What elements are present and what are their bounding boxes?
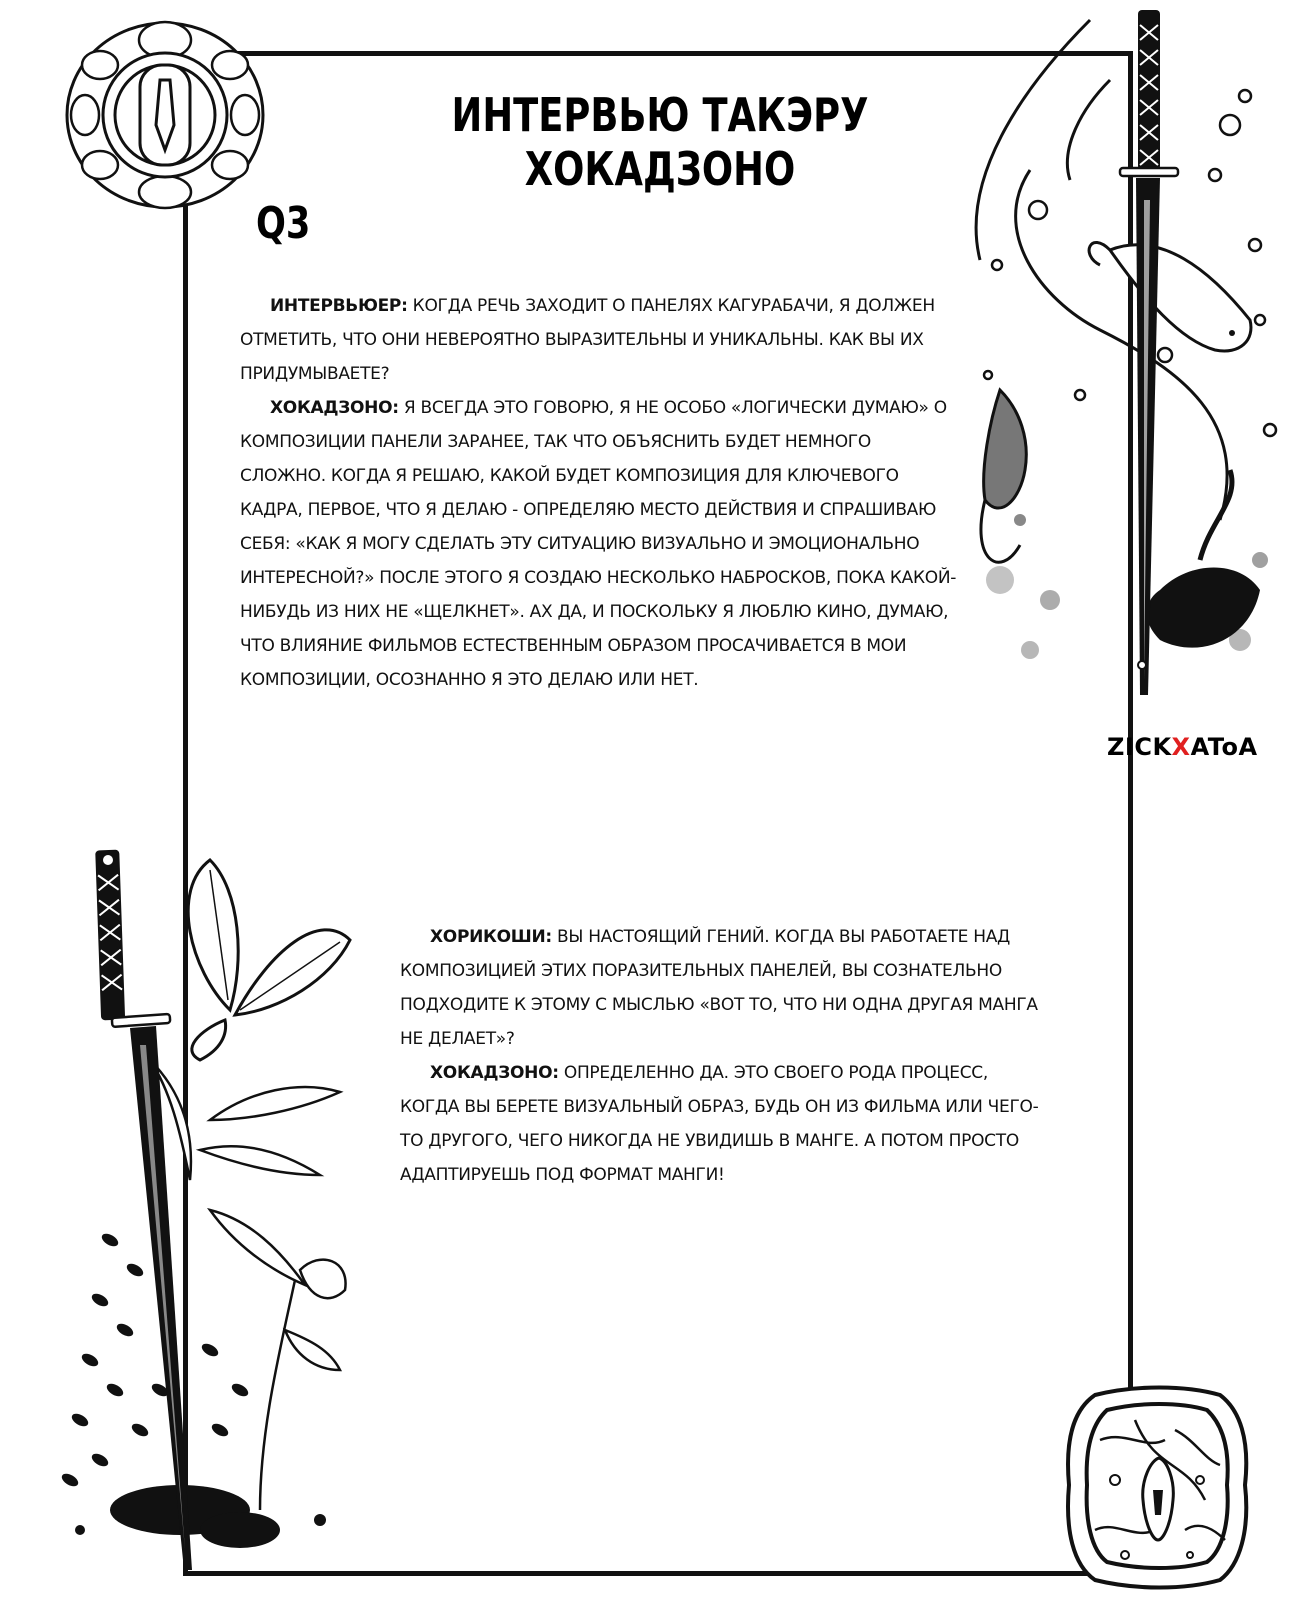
paragraph-text: Я ВСЕГДА ЭТО ГОВОРЮ, Я НЕ ОСОБО «ЛОГИЧЕСКИ ДУМАЮ» О КОМПОЗИЦИИ ПАНЕЛИ ЗАРАНЕЕ, ТАК ЧТО ОБЪЯСНИТЬ БУДЕТ НЕМНОГО СЛОЖНО. КОГДА Я РЕШАЮ, КАКОЙ БУДЕТ КОМПОЗИЦИЯ ДЛЯ КЛЮЧЕВОГО КАДРА, ПЕРВОЕ, ЧТО Я ДЕЛАЮ - ОПРЕДЕЛЯЮ МЕСТО ДЕЙСТВИЯ И СПРАШИВАЮ СЕБЯ: «КАК Я МОГУ СДЕЛАТЬ ЭТУ СИТУАЦИЮ ВИЗУАЛЬНО И ЭМОЦИОНАЛЬНО ИНТЕРЕСНОЙ?» ПОСЛЕ ЭТОГО Я СОЗДАЮ НЕСКОЛЬКО НАБРОСКОВ, ПОКА КАКОЙ-НИБУДЬ ИЗ НИХ НЕ «ЩЕЛКНЕТ». АХ ДА, И ПОСКОЛЬКУ Я ЛЮБЛЮ КИНО, ДУМАЮ, ЧТО ВЛИЯНИЕ ФИЛЬМОВ ЕСТЕСТВЕННЫМ ОБРАЗОМ ПРОСАЧИВАЕТСЯ В МОИ КОМПОЗИЦИИ, ОСОЗНАННО Я ЭТО ДЕЛАЮ ИЛИ НЕТ. [240,398,957,690]
speaker-label: ХОРИКОШИ: [430,927,552,947]
paragraph-hokazono [400,1056,1050,1192]
interview-block-1 [240,289,960,697]
speaker-label: ХОКАДЗОНО: [430,1063,559,1083]
flame-icon: X [1171,733,1191,761]
speaker-label: ХОКАДЗОНО: [270,398,399,418]
speaker-label: ИНТЕРВЬЮЕР: [270,296,408,316]
paragraph-interviewer [240,289,960,391]
paragraph-horikoshi [400,920,1050,1056]
paragraph-text: ОПРЕДЕЛЕННО ДА. ЭТО СВОЕГО РОДА ПРОЦЕСС, КОГДА ВЫ БЕРЕТЕ ВИЗУАЛЬНЫЙ ОБРАЗ, БУДЬ ОН ИЗ ФИЛЬМА ИЛИ ЧЕГО-ТО ДРУГОГО, ЧЕГО НИКОГДА НЕ УВИДИШЬ В МАНГЕ. А ПОТОМ ПРОСТО АДАПТИРУЕШЬ ПОД ФОРМАТ МАНГИ! [400,1063,1039,1185]
page-title: ИНТЕРВЬЮ ТАКЭРУ ХОКАДЗОНО [451,88,869,196]
interview-block-2 [400,920,1050,1192]
watermark-left: ZICK [1107,733,1172,761]
tsuba-ornament-bottom-right [1055,1380,1260,1595]
tsuba-ornament-top-left [60,10,270,215]
katana-fish-illustration-right [960,0,1309,730]
watermark-right: AToA [1190,733,1258,761]
katana-butterfly-illustration-left [40,830,380,1600]
scanlation-watermark [1107,733,1258,761]
question-label: Q3 [256,198,311,249]
paragraph-text: КОГДА РЕЧЬ ЗАХОДИТ О ПАНЕЛЯХ КАГУРАБАЧИ, Я ДОЛЖЕН ОТМЕТИТЬ, ЧТО ОНИ НЕВЕРОЯТНО ВЫРАЗИТЕЛЬНЫ И УНИКАЛЬНЫ. КАК ВЫ ИХ ПРИДУМЫВАЕТЕ? [240,296,935,384]
paragraph-text: ВЫ НАСТОЯЩИЙ ГЕНИЙ. КОГДА ВЫ РАБОТАЕТЕ НАД КОМПОЗИЦИЕЙ ЭТИХ ПОРАЗИТЕЛЬНЫХ ПАНЕЛЕЙ, ВЫ СОЗНАТЕЛЬНО ПОДХОДИТЕ К ЭТОМУ С МЫСЛЬЮ «ВОТ ТО, ЧТО НИ ОДНА ДРУГАЯ МАНГА НЕ ДЕЛАЕТ»? [400,927,1038,1049]
paragraph-hokazono [240,391,960,697]
